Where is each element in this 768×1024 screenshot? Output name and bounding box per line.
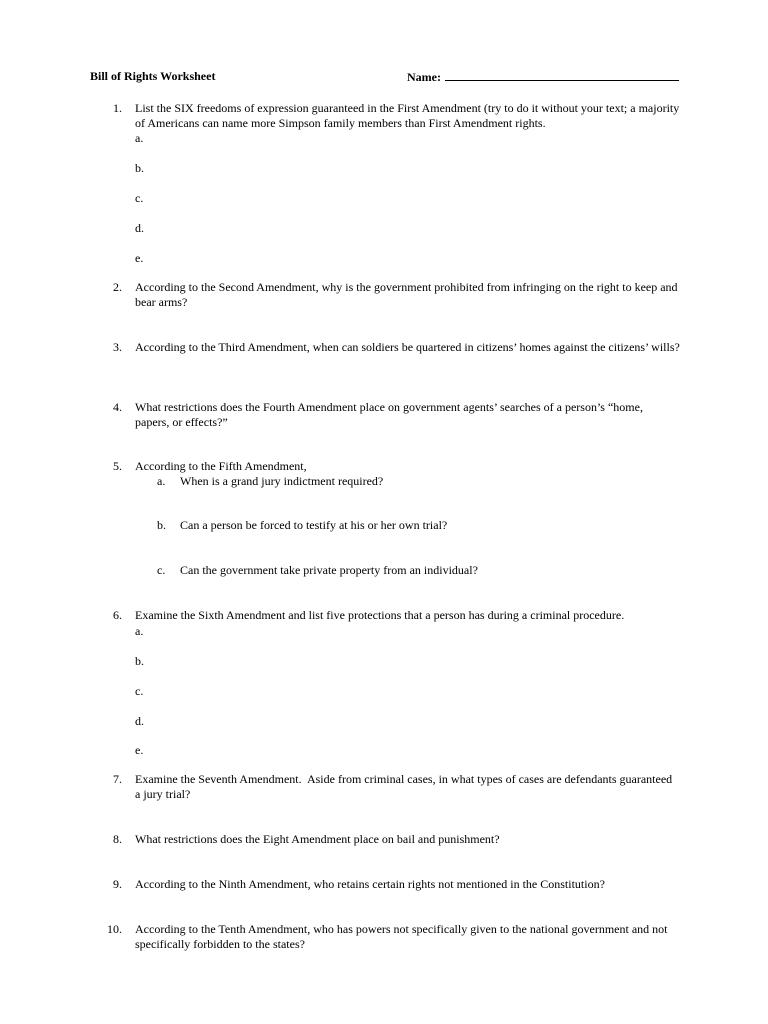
- question-number: 5.: [113, 459, 122, 473]
- answer-letter: d.: [135, 714, 144, 728]
- answer-letter: e.: [135, 743, 144, 757]
- worksheet-title: Bill of Rights Worksheet: [90, 69, 216, 83]
- question-number: 2.: [113, 280, 122, 294]
- answer-letter: a.: [135, 131, 144, 145]
- answer-letter: b.: [135, 161, 144, 175]
- question-number: 6.: [113, 608, 122, 622]
- sub-question-letter: a.: [157, 474, 166, 488]
- question-number: 7.: [113, 772, 122, 786]
- name-blank-line: [445, 69, 679, 81]
- answer-letter: c.: [135, 191, 144, 205]
- question-text: Examine the Sixth Amendment and list five protections that a person has during a criminal procedure.: [135, 608, 625, 622]
- question-text: According to the Third Amendment, when can soldiers be quartered in citizens’ homes against the citizens’ wills?: [135, 340, 680, 354]
- question-text: What restrictions does the Fourth Amendment place on government agents’ searches of a person’s “home, papers, or effects?”: [135, 400, 643, 429]
- answer-letter: b.: [135, 654, 144, 668]
- question-text: According to the Ninth Amendment, who retains certain rights not mentioned in the Constitution?: [135, 877, 605, 891]
- question-text: According to the Tenth Amendment, who has powers not specifically given to the national government and not specifically forbidden to the states?: [135, 922, 668, 951]
- sub-question-letter: b.: [157, 518, 166, 532]
- question-text: According to the Second Amendment, why is the government prohibited from infringing on the right to keep and bear arms?: [135, 280, 678, 309]
- question-number: 9.: [113, 877, 122, 891]
- name-field: [407, 69, 679, 85]
- question-number: 4.: [113, 400, 122, 414]
- sub-question-text: When is a grand jury indictment required?: [180, 474, 384, 488]
- sub-question-text: Can a person be forced to testify at his or her own trial?: [180, 518, 448, 532]
- question-text: List the SIX freedoms of expression guaranteed in the First Amendment (try to do it without your text; a majority of Americans can name more Simpson family members than First Amendment rights.: [135, 101, 680, 130]
- question-text: Examine the Seventh Amendment. Aside from criminal cases, in what types of cases are defendants guaranteed a jury trial?: [135, 772, 676, 801]
- answer-letter: d.: [135, 221, 144, 235]
- question-number: 1.: [113, 101, 122, 115]
- sub-question-letter: c.: [157, 563, 166, 577]
- question-number: 8.: [113, 832, 122, 846]
- name-label: Name:: [407, 70, 441, 84]
- answer-letter: a.: [135, 624, 144, 638]
- sub-question-text: Can the government take private property from an individual?: [180, 563, 478, 577]
- question-number: 3.: [113, 340, 122, 354]
- answer-letter: c.: [135, 684, 144, 698]
- question-number: 10.: [107, 922, 122, 936]
- question-text: According to the Fifth Amendment,: [135, 459, 307, 473]
- question-text: What restrictions does the Eight Amendment place on bail and punishment?: [135, 832, 500, 846]
- answer-letter: e.: [135, 251, 144, 265]
